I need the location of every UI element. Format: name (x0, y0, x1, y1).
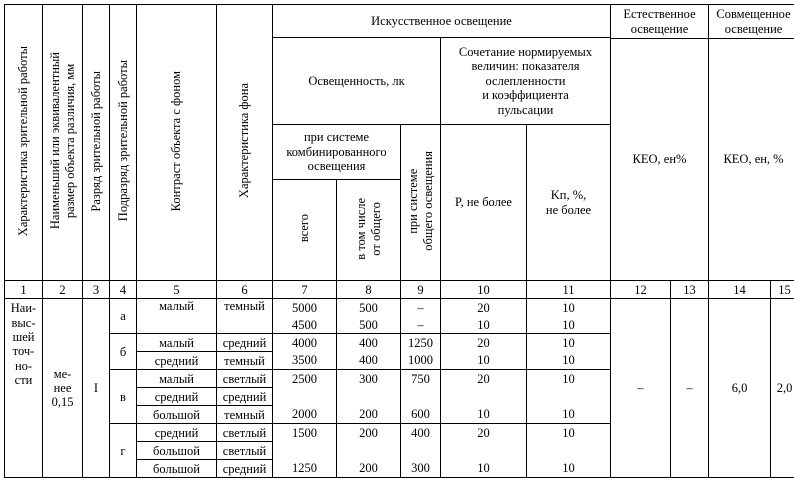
cell-natural-side: – (671, 299, 709, 478)
cell-general-system: 1000 (401, 352, 441, 370)
cell-background: средний (217, 334, 273, 352)
cell-kp: 10 (527, 299, 611, 317)
cell-category: I (83, 299, 110, 478)
cell-kp (527, 388, 611, 406)
cell-background: средний (217, 388, 273, 406)
cell-background: светлый (217, 424, 273, 442)
header-kp: Kп, %, не более (527, 125, 611, 281)
cell-kp (527, 442, 611, 460)
cell-p: 20 (441, 299, 527, 317)
cell-contrast: большой (137, 442, 217, 460)
cell-p: 10 (441, 316, 527, 334)
cell-background: средний (217, 460, 273, 478)
column-number: 14 (709, 281, 771, 299)
column-number: 10 (441, 281, 527, 299)
cell-kp: 10 (527, 460, 611, 478)
cell-p: 20 (441, 370, 527, 388)
cell-total: 4000 (273, 334, 337, 352)
cell-kp: 10 (527, 406, 611, 424)
cell-background: светлый (217, 370, 273, 388)
cell-p (441, 388, 527, 406)
cell-incl-general: 300 (337, 370, 401, 388)
cell-subcategory: в (110, 370, 137, 424)
header-general-system: при системе общего освещения (401, 125, 441, 281)
header-illuminance: Освещенность, лк (273, 38, 441, 125)
cell-contrast: большой (137, 460, 217, 478)
cell-incl-general: 200 (337, 460, 401, 478)
cell-contrast: средний (137, 388, 217, 406)
cell-general-system: 400 (401, 424, 441, 442)
cell-background: светлый (217, 442, 273, 460)
header-combined-system: при системе комбинированного освещения (273, 125, 401, 180)
cell-general-system: 600 (401, 406, 441, 424)
cell-total: 5000 (273, 299, 337, 317)
cell-natural-top: – (611, 299, 671, 478)
column-number: 5 (137, 281, 217, 299)
header-total: всего (273, 180, 337, 281)
cell-general-system: 1250 (401, 334, 441, 352)
cell-kp: 10 (527, 424, 611, 442)
cell-p: 20 (441, 424, 527, 442)
cell-total: 2000 (273, 406, 337, 424)
cell-contrast: малый (137, 334, 217, 352)
header-visual-work: Характеристика зрительной работы (5, 5, 43, 281)
lighting-norms-table (4, 4, 794, 478)
cell-p (441, 442, 527, 460)
cell-incl-general: 400 (337, 352, 401, 370)
column-number: 15 (771, 281, 794, 299)
cell-incl-general (337, 388, 401, 406)
cell-contrast: малый (137, 370, 217, 388)
cell-general-system (401, 442, 441, 460)
cell-subcategory: б (110, 334, 137, 370)
header-contrast: Контраст объекта с фоном (137, 5, 217, 281)
cell-p: 10 (441, 352, 527, 370)
cell-general-system: – (401, 299, 441, 317)
cell-incl-general (337, 442, 401, 460)
column-number: 8 (337, 281, 401, 299)
cell-total: 4500 (273, 316, 337, 334)
header-mixed-lighting: Совмещенное освещение (709, 5, 794, 39)
cell-incl-general: 200 (337, 406, 401, 424)
header-keo-natural: КЕО, eн% (611, 39, 709, 281)
cell-total: 2500 (273, 370, 337, 388)
column-number: 6 (217, 281, 273, 299)
cell-incl-general: 200 (337, 424, 401, 442)
column-number: 1 (5, 281, 43, 299)
cell-contrast: средний (137, 424, 217, 442)
cell-incl-general: 500 (337, 299, 401, 317)
column-number-row (5, 281, 794, 299)
cell-contrast: средний (137, 352, 217, 370)
cell-background: темный (217, 352, 273, 370)
column-number: 9 (401, 281, 441, 299)
column-number: 7 (273, 281, 337, 299)
header-category: Разряд зрительной работы (83, 5, 110, 281)
cell-total (273, 442, 337, 460)
cell-background: темный (217, 299, 273, 334)
header-artificial-lighting: Искусственное освещение (273, 5, 611, 38)
cell-mixed-side: 2,0 (771, 299, 794, 478)
header-incl-general: в том числе от общего (337, 180, 401, 281)
header-subcategory: Подразряд зрительной работы (110, 5, 137, 281)
cell-kp: 10 (527, 316, 611, 334)
cell-total: 3500 (273, 352, 337, 370)
cell-p: 10 (441, 460, 527, 478)
cell-general-system: 300 (401, 460, 441, 478)
cell-incl-general: 400 (337, 334, 401, 352)
header-keo-mixed: КЕО, eн, % (709, 39, 794, 281)
column-number: 2 (43, 281, 83, 299)
header-p: P, не более (441, 125, 527, 281)
cell-contrast: большой (137, 406, 217, 424)
column-number: 12 (611, 281, 671, 299)
cell-subcategory: а (110, 299, 137, 334)
column-number: 13 (671, 281, 709, 299)
table-row (5, 299, 794, 317)
cell-kp: 10 (527, 334, 611, 352)
header-natural-lighting: Естественное освещение (611, 5, 709, 39)
cell-total: 1250 (273, 460, 337, 478)
cell-mixed-top: 6,0 (709, 299, 771, 478)
cell-object-size: ме- нее 0,15 (43, 299, 83, 478)
column-number: 11 (527, 281, 611, 299)
header-background: Характеристика фона (217, 5, 273, 281)
cell-general-system: 750 (401, 370, 441, 388)
cell-total (273, 388, 337, 406)
cell-general-system: – (401, 316, 441, 334)
cell-kp: 10 (527, 352, 611, 370)
cell-total: 1500 (273, 424, 337, 442)
header-norm-combination: Сочетание нормируемых величин: показателя ослепленности и коэффициента пульсации (441, 38, 611, 125)
cell-contrast: малый (137, 299, 217, 334)
cell-incl-general: 500 (337, 316, 401, 334)
cell-p: 20 (441, 334, 527, 352)
header-object-size: Наименьший или эквивалентный размер объекта различия, мм (43, 5, 83, 281)
cell-subcategory: г (110, 424, 137, 478)
column-number: 3 (83, 281, 110, 299)
cell-general-system (401, 388, 441, 406)
cell-kp: 10 (527, 370, 611, 388)
cell-background: темный (217, 406, 273, 424)
column-number: 4 (110, 281, 137, 299)
cell-characteristic: Наи- выс- шей точ- но- сти (5, 299, 43, 478)
cell-p: 10 (441, 406, 527, 424)
